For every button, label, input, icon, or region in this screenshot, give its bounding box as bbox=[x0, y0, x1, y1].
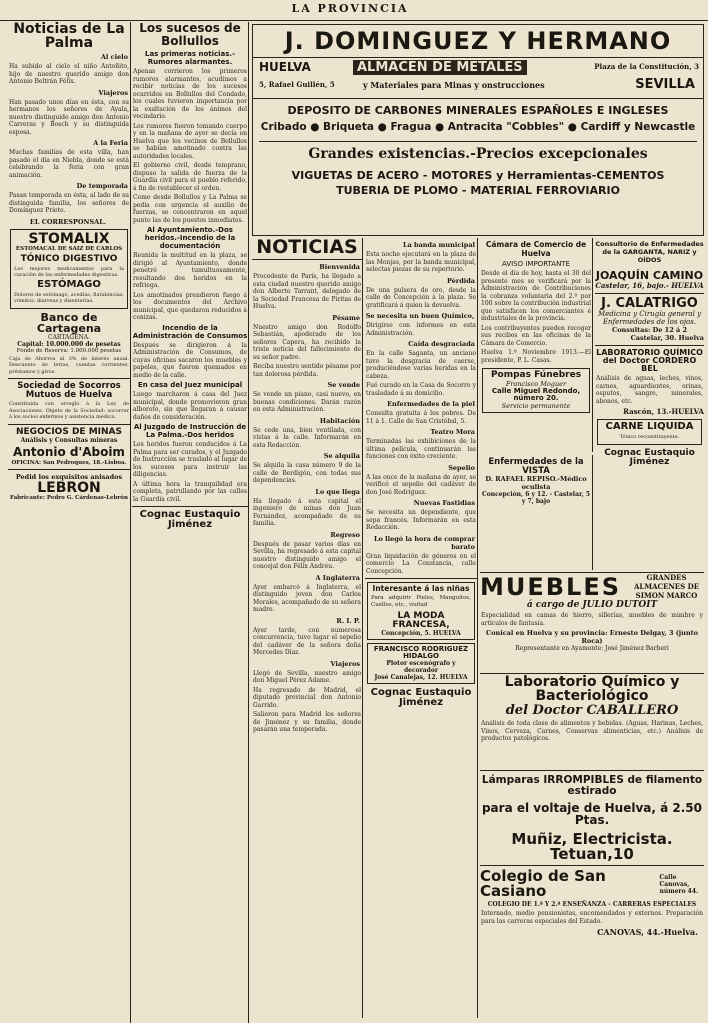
tonico-title: TÓNICO DIGESTIVO bbox=[20, 253, 118, 264]
pompas-service: Servicio permanente bbox=[501, 402, 571, 410]
subheading: De temporada bbox=[76, 182, 128, 190]
signature: EL CORRESPONSAL. bbox=[29, 217, 107, 226]
carne-ad: CARNE LIQUIDA Tónico reconstituyente. bbox=[597, 419, 702, 445]
colegio-street: CANOVAS, 44.-Huelva. bbox=[597, 927, 698, 937]
subheading: Pérdida bbox=[446, 276, 475, 285]
colegio-address: Calle Canovas, número 44. bbox=[659, 873, 699, 895]
hidalgo-sub: Plotor escenógrafo y decorador bbox=[386, 659, 456, 674]
cognac-ad: Cognac Eustaquio Jiménez bbox=[604, 448, 695, 467]
paragraph: Muchas familias de esta villa, han pasado el día en Niebla, donde se está celebrando la feria con gran animación. bbox=[9, 149, 129, 179]
paragraph: Ha subido al cielo el niño Antoñito, hijo de nuestro querido amigo don Antonio Beltrán Félix. bbox=[9, 63, 129, 85]
carne-title: CARNE LIQUIDA bbox=[605, 421, 694, 432]
address-rafael: 5, Rafael Guillén, 5 bbox=[259, 80, 335, 89]
vista-title: Enfermedades de la VISTA bbox=[488, 457, 584, 476]
cognac-ad: Cognac Eustaquio Jiménez bbox=[139, 509, 241, 530]
subheading: A la Feria bbox=[93, 139, 128, 147]
subheading: La banda municipal bbox=[403, 241, 475, 249]
subheading: Nuevas Fastidias bbox=[413, 499, 475, 507]
column-noticias-palma: Noticias de La Palma Al cielo Ha subido al cielo el niño Antoñito, hijo de nuestro querido amigo don Antonio Beltrán Félix. Viajeros Han pasado unos días en ésta, con su hermanos los señores de Ayala, nuestro distinguido amigo don Antonio Carreras y Bosch y su distinguida esposa. A la Feria Muchas familias de esta villa, han pasado el día en Niebla, donde se está celebrando la feria con gran animación. De temporada Pasan temporada en ésta, al lado de su distinguida familia, los señores de Domínguez Prieto. EL CORRESPONSAL. STOMALIX ESTOMACAL DE SAIZ DE CARLOS TÓNICO DIGESTIVO Los mejores medicamentos para la curación de las enfermedades digestivas. ESTÓMAGO Dolores de estómago, acedías, flatulencias, vómitos, diarreas y disenterías. Banco de Cartagena CARTAGENA. Capital: 10.000.000 de pesetas Fondo de Reserva: 1.000.000 pesetas Caja de Ahorros al 3% de interés anual. Descuento de letras, cuentas corrientes, préstamos y giros. Sociedad de Socorros Mutuos de Huelva Constituída con arreglo á la Ley de Asociaciones. Objeto de la Sociedad: socorrer á los socios enfermos y asistencia médica. NEGOCIOS DE MINAS Análisis y Consultas mineras Antonio d'Aboim OFICINA: San Pedroques, 18.-Lisboa. Pedid los exquisitos anisados LEBRON Fabricante: Pedro G. Cárdenas-Lebrón bbox=[8, 22, 131, 1023]
subheading: Se alquila bbox=[323, 452, 360, 460]
subheading: Viajeros bbox=[330, 659, 360, 668]
subheading: Al Ayuntamiento.-Dos heridos.-Incendio de la documentación bbox=[144, 226, 236, 250]
stomalix-title: STOMALIX bbox=[28, 230, 110, 247]
laboratorio-ad: Laboratorio Químico y Bacteriológico del Doctor CABALLERO Análisis de toda clase de alimentos y bebidas. (Aguas, Harinas, Leches, Vinos, Cerveza, Carnes, Conservas alimenticias, etc.) Análisis de productos patológicos. bbox=[481, 675, 703, 742]
coal-types: Cribado ● Briqueta ● Fragua ● Antracita "Cobbles" ● Cardiff y Newcastle bbox=[260, 121, 696, 133]
lebron-maker: Fabricante: Pedro G. Cárdenas-Lebrón bbox=[10, 494, 128, 501]
paragraph: Apenas corrieron los primeros rumores alarmantes, acudimos a recibir noticias de los sucesos ocurridos en Bollullos del Condado, los cuales tuvieron importancia por la exaltación de los ánimos del vecindario. bbox=[133, 68, 247, 120]
muebles-conical: Conical en Huelva y su provincia: Ernesto Delgay, 3 (junto Roca) bbox=[486, 629, 698, 645]
lamparas-ad: Lámparas IRROMPIBLES de filamento estirado para el voltaje de Huelva, á 2.50 Ptas. Muñiz, Electricista. Tetuan,10 Colegio de San Casiano Calle Canovas, número 44. COLEGIO DE 1.ª Y 2.ª ENSEÑANZA - CARRERAS ESPECIALES Internado, medio pensionistas, encomendados y externos. Preparación para las carreras especiales del Estado. CANOVAS, 44.-Huelva. bbox=[480, 770, 704, 1019]
deposito-text: DEPOSITO DE CARBONES MINERALES ESPAÑOLES E INGLESES bbox=[287, 104, 669, 117]
column-camara: Cámara de Comercio de Huelva AVISO IMPORTANTE Desde el día de hoy, hasta el 30 del presente mes se verificará por la Administración de Contribuciones la cobranza voluntaria del 2.º por 100 sobre la contribución industrial que satisfacen los comerciantes é industriales de la provincia. Los contribuyentes pueden recoger sus recibos en las oficinas de la Cámara de Comercio. Huelva 1.º Noviembre 1913.—El presidente, P. L. Casas. Pompas Fúnebres Francisco Moguer Calle Miguel Redondo, número 20. Servicio permanente bbox=[480, 238, 593, 452]
aboim-office: OFICINA: San Pedroques, 18.-Lisboa. bbox=[11, 459, 127, 466]
subheading: Caída desgraciada bbox=[408, 340, 475, 348]
aviso-title: AVISO IMPORTANTE bbox=[501, 260, 571, 268]
minas-title: NEGOCIOS DE MINAS bbox=[16, 426, 122, 437]
subheading: Pésame bbox=[332, 313, 360, 322]
subheading: Sepelio bbox=[448, 463, 475, 472]
subheading: Las primeras noticias.-Rumores alarmantes. bbox=[144, 50, 235, 66]
calatrigo-address: Castelar, 30. Huelva bbox=[630, 334, 704, 342]
muebles-manager: á cargo de JULIO DUTOIT bbox=[526, 600, 658, 610]
moda-title: LA MODA FRANCESA, bbox=[392, 610, 450, 630]
column-news-2: La banda municipal Esta noche ejecutará en la plaza de las Monjas, por la banda municipal, selectas piezas de su repertorio. Pérdida De una pulsera de oro, desde la calle de Concepción á la plaza. Se gratificará á quien la devuelva. Se necesita un buen Químico, Dirigirse con informes en esta Administración. Caída desgraciada En la calle Saganta, un anciano tuvo la desgracia de caerse, produciéndose varias heridas en la cabeza. Fué curado en la Casa de Socorro y trasladado á su domicilio. Enfermedades de la piel Consulta gratuita á los pobres. De 11 á 1. Calle de San Cristóbal, 5. Teatro Mora Terminadas las exhibiciones de la última película, continuarán las funciones con éxito creciente. Sepelio A las once de la mañana de ayer, se verificó el sepelio del cadáver de don José Rodríguez. Nuevas Fastidias Se necesita un dependiente, que sepa francés. Informarán en esta Redacción. Lo llegó la hora de comprar barato Gran liquidación de géneros en el comercio La Constancia, calle Concepción. Interesante á las niñas Para adquirir Pieles, Manguitos, Cuellos, etc., visitad LA MODA FRANCESA, Concepción, 5. HUELVA FRANCISCO RODRIGUEZ HIDALGO Plotor escenógrafo y decorador José Canalejas, 12. HUELVA Cognac Eustaquio Jiménez bbox=[365, 238, 478, 1018]
subheading: Se necesita un buen Químico, bbox=[365, 312, 475, 320]
lebron-title: LEBRON bbox=[37, 479, 101, 496]
column-medicos: Consultorio de Enfermedades de la GARGANTA, NARIZ y OÍDOS JOAQUÍN CAMINO Castelar, 16, bajo.- HUELVA J. CALATRIGO Medicina y Cirugía general y Enfermedades de los ojos. Consultas: De 12 á 2 Castelar, 30. Huelva LABORATORIO QUÍMICO del Doctor CORDERO BEL Análisis de aguas, leches, vinos, carnes, aguardientes, orinas, esputos, sangre, minerales, abonos, etc. Rascón, 13.-HUELVA CARNE LIQUIDA Tónico reconstituyente. Cognac Eustaquio Jiménez bbox=[595, 240, 704, 467]
subheading: A Inglaterra bbox=[315, 573, 360, 582]
vista-block bbox=[480, 455, 593, 570]
cognac-ad: Cognac Eustaquio Jiménez bbox=[370, 686, 472, 708]
minas-sub: Análisis y Consultas mineras bbox=[20, 436, 118, 444]
bank-capital: Capital: 10.000.000 de pesetas bbox=[17, 340, 121, 348]
column-noticias: NOTICIAS Bienvenida Procedente de París, ha llegado a esta ciudad nuestro querido amigo don Alberto Tarrant, delegado de la Sociedad Francesa de Piritas de Huelva. Pésame Nuestro amigo don Rodolfo Sebastián, apoderado de los señores Capera, ha recibido la triste noticia del fallecimiento de su señor padre. Reciba nuestro sentido pésame por tan dolorosa pérdida. Se vende Se vende un piano, casi nuevo, en buenas condiciones. Darán razón en esta Administración. Habitación Se cede una, bien ventilada, con vistas á la calle. Informarán en esta Redacción. Se alquila Se alquila la casa número 9 de la calle de Berdigón, con todas sus dependencias. Lo que llega Ha llegado á esta capital el ingeniero de minas don Juan Fernández, acompañado de su familia. Regreso Después de pasar varios días en Sevilla, ha regresado á esta capital nuestro distinguido amigo el concejal don Félix Andréu. A Inglaterra Ayer embarcó á Inglaterra, el distinguido joven don Carlos Morales, acompañado de su señora madre. R. I. P. Ayer tarde, con numerosa concurrencia, tuvo lugar el sepelio del cadáver de la señora doña Mercedes Díaz. Viajeros Llegó de Sevilla, nuestro amigo don Miguel Pérez Adame. Ha regresado de Madrid, el diputado provincial don Antonio Garrido. Salieron para Madrid los señores de Jiménez y su familia, donde pasarán una temporada. bbox=[252, 238, 363, 1018]
paragraph: Han pasado unos días en ésta, con su hermanos los señores de Ayala, nuestro distinguido amigo don Antonio Carreras y Bosch y su distinguida esposa. bbox=[9, 98, 129, 136]
lamparas-price: para el voltaje de Huelva, á 2.50 Ptas. bbox=[481, 801, 703, 827]
calatrigo-name: J. CALATRIGO bbox=[601, 296, 698, 311]
dominguez-title: J. DOMINGUEZ Y HERMANO bbox=[284, 27, 672, 55]
subheading: Se vende bbox=[327, 381, 360, 389]
subheading: Habitación bbox=[319, 416, 360, 425]
hidalgo-address: José Canalejas, 12. HUELVA bbox=[374, 673, 468, 681]
subheading: Enfermedades de la piel bbox=[387, 400, 475, 408]
subheading: Al Juzgado de Instrucción de La Palma.-Dos heridos bbox=[133, 423, 247, 439]
subheading: Viajeros bbox=[98, 88, 128, 97]
article-title: Los sucesos de Bollullos bbox=[139, 22, 241, 48]
subheading: En casa del Juez municipal bbox=[137, 381, 243, 389]
materiales-text: y Materiales para Minas y onstrucciones bbox=[363, 80, 545, 90]
colegio-title: Colegio de San Casiano bbox=[480, 867, 606, 900]
pompas-title: Pompas Fúnebres bbox=[490, 370, 582, 380]
estomago-title: ESTÓMAGO bbox=[37, 278, 101, 290]
subheading: Regreso bbox=[330, 530, 360, 539]
muebles-sub: GRANDES ALMACENES DE SIMON MARCO bbox=[633, 573, 700, 600]
bank-title: Banco de Cartagena bbox=[36, 310, 102, 335]
subheading: Al cielo bbox=[100, 53, 128, 61]
muebles-ad: MUEBLES GRANDES ALMACENES DE SIMON MARCO á cargo de JULIO DUTOIT Especialidad en camas de hierro, sillerías, muebles de mimbre y artículos de fantasía. Conical en Huelva y su provincia: Ernesto Delgay, 3 (junto Roca) Representante en Ayamonte: José Jiménez Barberi bbox=[480, 572, 704, 674]
noticias-title: NOTICIAS bbox=[252, 238, 362, 260]
joaquin-address: Castelar, 16, bajo.- HUELVA bbox=[595, 281, 704, 290]
almacen-title: ALMACEN DE METALES bbox=[353, 60, 527, 75]
colegio-sub: COLEGIO DE 1.ª Y 2.ª ENSEÑANZA - CARRERAS ESPECIALES bbox=[487, 901, 697, 908]
pompas-address: Calle Miguel Redondo, número 20. bbox=[491, 387, 581, 402]
aboim-name: Antonio d'Aboim bbox=[13, 444, 125, 459]
lamparas-seller: Muñiz, Electricista. Tetuan,10 bbox=[511, 830, 673, 863]
tuberia-text: TUBERIA DE PLOMO - MATERIAL FERROVIARIO bbox=[336, 183, 620, 197]
paragraph: Procedente de París, ha llegado a esta ciudad nuestro querido amigo don Alberto Tarrant, delegado de la Sociedad Francesa de Piritas de Huelva. bbox=[253, 273, 361, 310]
stomalix-ad: STOMALIX ESTOMACAL DE SAIZ DE CARLOS TÓNICO DIGESTIVO Los mejores medicamentos para la curación de las enfermedades digestivas. ESTÓMAGO Dolores de estómago, acedías, flatulencias, vómitos, diarreas y disenterías. bbox=[10, 229, 128, 309]
pompas-ad bbox=[482, 368, 590, 413]
subheading: Bienvenida bbox=[319, 263, 360, 271]
stomalix-subtitle: ESTOMACAL DE SAIZ DE CARLOS bbox=[15, 245, 123, 252]
subheading: Lo llegó la hora de comprar barato bbox=[373, 534, 475, 551]
city-sevilla: SEVILLA bbox=[635, 77, 695, 92]
subheading: Lo que llega bbox=[315, 487, 360, 496]
camara-title: Cámara de Comercio de Huelva bbox=[485, 240, 587, 258]
muebles-title: MUEBLES bbox=[480, 572, 622, 601]
pompas-owner: Francisco Moguer bbox=[505, 380, 567, 388]
caballero-name: del Doctor CABALLERO bbox=[505, 703, 679, 718]
moda-address: Concepción, 5. HUELVA bbox=[381, 629, 461, 637]
address-plaza: Plaza de la Constitución, 3 bbox=[594, 62, 699, 71]
cordero-title: LABORATORIO QUÍMICO del Doctor CORDERO BEL bbox=[596, 348, 703, 373]
bank-fondo: Fondo de Reserva: 1.000.000 pesetas bbox=[16, 347, 122, 354]
subheading: Teatro Mora bbox=[430, 428, 475, 436]
column-bollullos: Los sucesos de Bollullos Las primeras noticias.-Rumores alarmantes. Apenas corrieron los primeros rumores alarmantes, acudimos a recibir noticias de los sucesos ocurridos en Bollullos del Condado, los cuales tuvieron importancia por la exaltación de los ánimos del vecindario. Los rumores fueron tomando cuerpo y en la mañana de ayer se decía en Huelva que los vecinos de Bollullos se habían amotinado contra las autoridades locales. El gobierno civil, desde temprano, dispuso la salida de fuerza de la Guardia civil para el pueblo referido, á fin de restablecer el orden. Como desde Bollullos y La Palma se pedía con urgencia el auxilio de fuerzas, se concentraron en aquel punto las de los puestos inmediatos. Al Ayuntamiento.-Dos heridos.-Incendio de la documentación Reunida la multitud en la plaza, se dirigió al Ayuntamiento, donde penetró tumultuosamente, resultando dos heridos en la refriega. Los amotinados prendieron fuego á los documentos del Archivo municipal, que quedaron reducidos á cenizas. Incendio de la Administración de Consumos Después se dirigieron á la Administración de Consumos, de cuyas oficinas sacaron los muebles y papeles, que fueron quemados en medio de la calle. En casa del Juez municipal Luego marcharon á casa del Juez municipal, donde promovieron gran alboroto, sin que llegaran á causar daños de consideración. Al Juzgado de Instrucción de La Palma.-Dos heridos Los heridos fueron conducidos á La Palma para ser curados, y el Juzgado de Instrucción se trasladó al lugar de los sucesos para instruir las diligencias. A última hora la tranquilidad era completa, patrullando por las calles la Guardia civil. Cognac Eustaquio Jiménez bbox=[132, 22, 249, 1023]
lebron-pre: Pedid los exquisitos anisados bbox=[15, 472, 123, 481]
bank-city: CARTAGENA. bbox=[47, 333, 90, 341]
subheading: Incendio de la Administración de Consumos bbox=[132, 323, 248, 340]
laboratorio-title: Laboratorio Químico y Bacteriológico bbox=[504, 675, 680, 704]
vista-address: Concepción, 6 y 12. - Castelar, 5 y 7, bajo bbox=[481, 491, 591, 505]
page-header bbox=[0, 0, 708, 21]
newspaper-title: LA PROVINCIA bbox=[291, 2, 409, 15]
hidalgo-ad bbox=[367, 643, 475, 684]
moda-headline: Interesante á las niñas bbox=[372, 584, 470, 593]
moda-ad: Interesante á las niñas Para adquirir Pieles, Manguitos, Cuellos, etc., visitad LA MODA FRANCESA, Concepción, 5. HUELVA bbox=[367, 582, 475, 640]
viguetas-text: VIGUETAS DE ACERO - MOTORES y Herramientas-CEMENTOS bbox=[291, 168, 665, 182]
lamparas-title: Lámparas IRROMPIBLES de filamento estirado bbox=[481, 774, 703, 797]
calatrigo-hours: Consultas: De 12 á 2 bbox=[612, 326, 687, 334]
section-title: Noticias de La Palma bbox=[13, 22, 125, 51]
cordero-address: Rascón, 13.-HUELVA bbox=[623, 407, 704, 416]
grandes-text: Grandes existencias.-Precios excepcionales bbox=[308, 145, 648, 162]
socorros-title: Sociedad de Socorros Mutuos de Huelva bbox=[17, 381, 121, 400]
dominguez-ad bbox=[252, 24, 704, 236]
hidalgo-name: FRANCISCO RODRIGUEZ HIDALGO bbox=[373, 644, 469, 660]
consultorio-title: Consultorio de Enfermedades de la GARGANTA, NARIZ y OÍDOS bbox=[595, 240, 704, 264]
paragraph: Pasan temporada en ésta, al lado de su distinguida familia, los señores de Domínguez Prieto. bbox=[9, 192, 129, 214]
joaquin-name: JOAQUÍN CAMINO bbox=[595, 269, 704, 282]
muebles-rep: Representante en Ayamonte: José Jiménez Barberi bbox=[515, 645, 669, 652]
calatrigo-specialty: Medicina y Cirugía general y Enfermedades de los ojos. bbox=[597, 310, 702, 326]
city-huelva: HUELVA bbox=[259, 60, 311, 74]
vista-doctor: D. RAFAEL REPISO.-Médico oculista bbox=[485, 475, 587, 491]
subheading: R. I. P. bbox=[336, 616, 360, 625]
